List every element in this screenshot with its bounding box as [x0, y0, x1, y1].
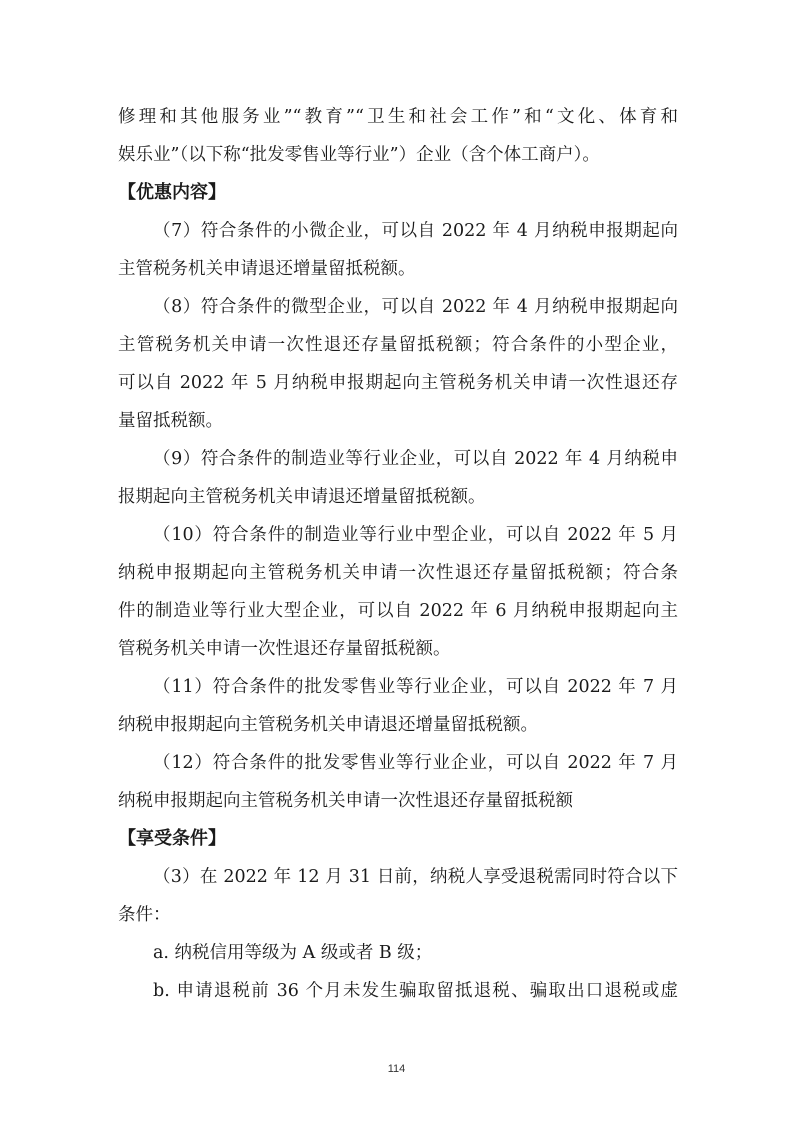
benefit-item-8: [118, 288, 678, 440]
text-line: 报期起向主管税务机关申请退还增量留抵税额。: [118, 487, 486, 507]
text-line: （11）符合条件的批发零售业等行业企业，可以自 2022 年 7 月: [153, 677, 678, 697]
text-line: （8）符合条件的微型企业，可以自 2022 年 4 月纳税申报期起向: [153, 297, 678, 317]
text-line: 修理和其他服务业”“教育”“卫生和社会工作”和“文化、体育和: [118, 107, 678, 127]
text-line: 量留抵税额。: [118, 411, 223, 431]
page-number: 114: [387, 1063, 406, 1075]
text-line: 纳税申报期起向主管税务机关申请退还增量留抵税额。: [118, 715, 538, 735]
text-line: 可以自 2022 年 5 月纳税申报期起向主管税务机关申请一次性退还存: [118, 373, 678, 393]
text-line: （9）符合条件的制造业等行业企业，可以自 2022 年 4 月纳税申: [153, 449, 678, 469]
text-line: （10）符合条件的制造业等行业中型企业，可以自 2022 年 5 月: [153, 525, 678, 545]
text-line: a. 纳税信用等级为 A 级或者 B 级；: [153, 943, 433, 963]
benefit-item-12: [118, 744, 678, 820]
text-line: 主管税务机关申请退还增量留抵税额。: [118, 259, 416, 279]
intro-paragraph: [118, 98, 678, 174]
text-line: 主管税务机关申请一次性退还存量留抵税额；符合条件的小型企业，: [118, 335, 678, 355]
benefit-item-11: [118, 668, 678, 744]
text-line: （12）符合条件的批发零售业等行业企业，可以自 2022 年 7 月: [153, 753, 678, 773]
text-line: 管税务机关申请一次性退还存量留抵税额。: [118, 639, 451, 659]
text-line: 条件：: [118, 905, 171, 925]
benefit-item-10: [118, 516, 678, 668]
benefit-item-7: [118, 212, 678, 288]
condition-item-3: [118, 858, 678, 934]
text-line: 纳税申报期起向主管税务机关申请一次性退还存量留抵税额: [118, 791, 573, 811]
benefit-item-9: [118, 440, 678, 516]
text-line: b. 申请退税前 36 个月未发生骗取留抵退税、骗取出口退税或虚: [153, 981, 678, 1001]
text-line: （7）符合条件的小微企业，可以自 2022 年 4 月纳税申报期起向: [153, 221, 678, 241]
text-line: 件的制造业等行业大型企业，可以自 2022 年 6 月纳税申报期起向主: [118, 601, 678, 621]
section-heading-conditions: 【享受条件】: [118, 828, 226, 849]
text-line: 纳税申报期起向主管税务机关申请一次性退还存量留抵税额；符合条: [118, 563, 678, 583]
condition-item-a: [118, 934, 678, 972]
text-line: （3）在 2022 年 12 月 31 日前，纳税人享受退税需同时符合以下: [153, 867, 678, 887]
text-line: 娱乐业”（以下称“批发零售业等行业”）企业（含个体工商户）。: [118, 145, 600, 165]
condition-item-b: [118, 972, 678, 1010]
document-page: [118, 98, 678, 1010]
section-heading-benefits: 【优惠内容】: [118, 182, 226, 203]
